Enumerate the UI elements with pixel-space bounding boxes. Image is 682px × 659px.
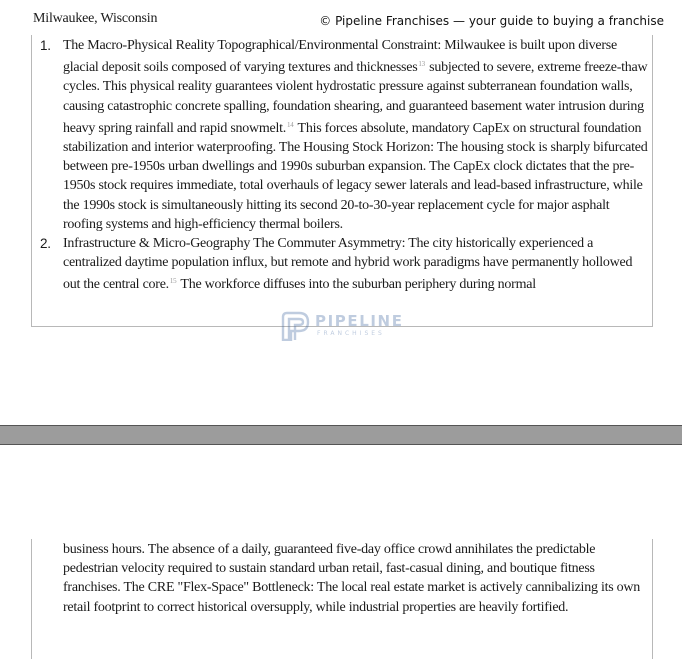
- pipeline-logo: [281, 311, 406, 341]
- list-item: [35, 36, 650, 234]
- page-header-city: Milwaukee, Wisconsin: [33, 11, 158, 26]
- numbered-list: [35, 36, 650, 295]
- watermark-text: © Pipeline Franchises — your guide to buying a franchise: [319, 14, 664, 28]
- list-item-text: This forces absolute, mandatory CapEx on structural foundation stabilization and interior waterproofing. The Housing Stock Horizon: The housing stock is sharply bifurcated between pre-1950s urban dwellings and 1990s suburban expansion. The CapEx clock dictates that the pre-1950s stock requires immediate, total overhauls of legacy sewer laterals and lead-based infrastructure, while the 1990s stock is simultaneously hitting its second 20-to-30-year replacement cycle for major asphalt roofing systems and high-efficiency thermal boilers.: [63, 120, 648, 232]
- footnote-ref[interactable]: 13: [418, 60, 425, 69]
- page-break-gap: [0, 425, 682, 445]
- list-item-text: The Macro-Physical Reality Topographical/Environmental Constraint: Milwaukee is built upon diverse glacial deposit soils composed of varying textures and thicknesses: [63, 38, 617, 76]
- footnote-ref[interactable]: 15: [169, 277, 177, 286]
- logo-subtitle: FRANCHISES: [317, 330, 385, 337]
- list-item-number: 1.: [40, 38, 51, 53]
- list-item-text: Infrastructure & Micro-Geography The Commuter Asymmetry: The city historically experienced a centralized daytime population influx, but remote and hybrid work paradigms have permanently hollowed out the central core.: [63, 236, 633, 293]
- list-item-text: The workforce diffuses into the suburban periphery during normal: [177, 277, 536, 293]
- footnote-ref[interactable]: 14: [287, 120, 294, 129]
- continuation-text: business hours. The absence of a daily, guaranteed five-day office crowd annihilates the predictable pedestrian velocity required to sustain standard urban retail, fast-casual dining, and boutique fitness franchises. The CRE "Flex-Space" Bottleneck: The local real estate market is actively cannibalizing its own retail footprint to correct historical oversupply, while industrial properties are heavily fortified.: [63, 542, 641, 615]
- pipeline-logo-icon: [281, 311, 313, 341]
- list-item-text: subjected to severe, extreme freeze-thaw cycles. This physical reality guarantees violent hydrostatic pressure against subterranean foundation walls, causing catastrophic concrete spalling, foundation shearing, and guaranteed basement water intrusion during heavy spring rainfall and rapid snowmelt.: [63, 60, 648, 136]
- list-item: [35, 234, 650, 295]
- logo-wordmark: PIPELINE: [315, 312, 404, 330]
- list-item-number: 2.: [40, 236, 51, 252]
